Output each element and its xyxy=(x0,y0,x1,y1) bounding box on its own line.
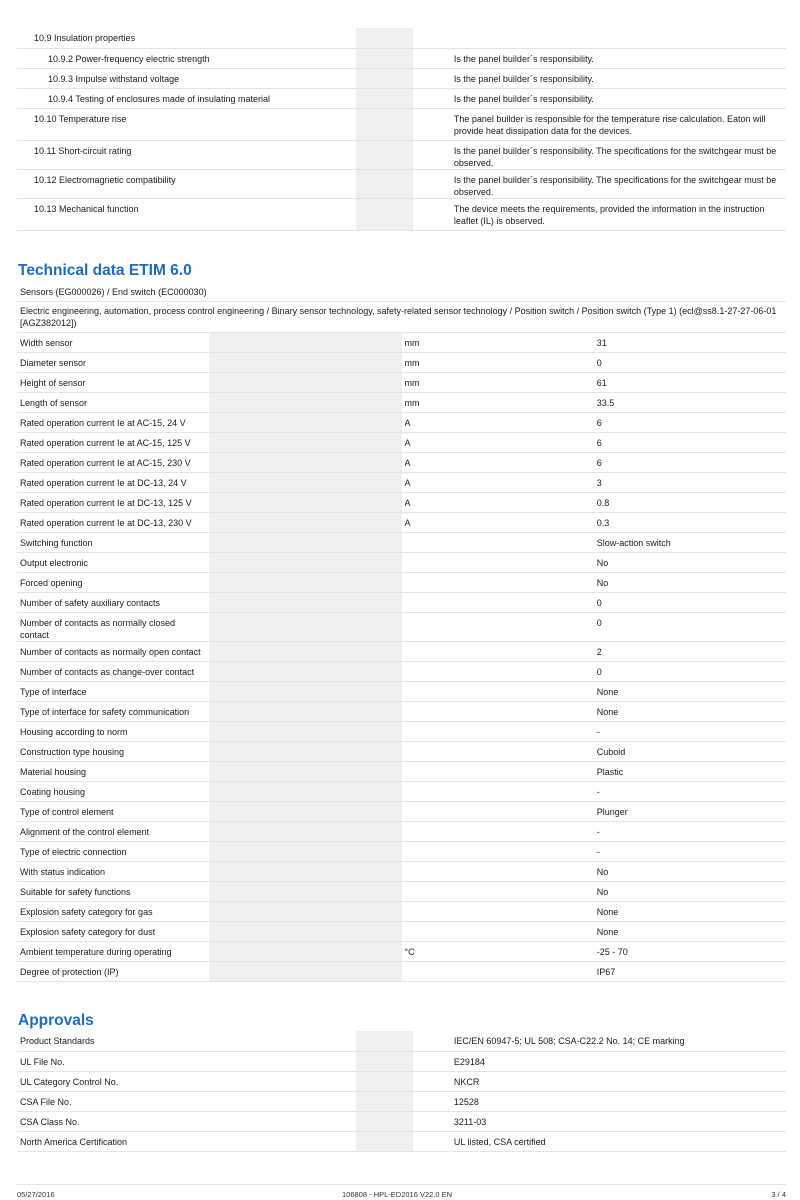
row-label: Rated operation current Ie at DC-13, 230 V xyxy=(17,513,209,533)
row-value: 2 xyxy=(594,642,786,662)
row-label: Length of sensor xyxy=(17,393,209,413)
row-value: - xyxy=(594,722,786,742)
table-row xyxy=(17,862,786,882)
row-label: Type of electric connection xyxy=(17,842,209,862)
row-spacer xyxy=(209,902,401,922)
row-unit xyxy=(413,198,450,230)
row-spacer xyxy=(356,1031,413,1051)
row-unit xyxy=(413,140,450,169)
table-row xyxy=(17,169,786,198)
row-unit: mm xyxy=(402,353,594,373)
row-label: Product Standards xyxy=(17,1031,356,1051)
row-unit: A xyxy=(402,413,594,433)
row-label: UL File No. xyxy=(17,1051,356,1071)
row-label: Number of contacts as normally closed contact xyxy=(17,613,209,642)
row-spacer xyxy=(209,782,401,802)
row-value: 6 xyxy=(594,413,786,433)
row-spacer xyxy=(209,533,401,553)
row-spacer xyxy=(209,413,401,433)
row-spacer xyxy=(209,882,401,902)
row-label: Rated operation current Ie at DC-13, 125 V xyxy=(17,493,209,513)
table-row xyxy=(17,1031,786,1051)
row-value: - xyxy=(594,782,786,802)
row-spacer xyxy=(356,1071,413,1091)
row-value: No xyxy=(594,553,786,573)
row-unit xyxy=(402,702,594,722)
row-value: Is the panel builder´s responsibility. The specifications for the switchgear must be observed. xyxy=(451,140,786,169)
row-unit xyxy=(402,862,594,882)
table-row xyxy=(17,198,786,230)
table-row xyxy=(17,702,786,722)
row-unit: A xyxy=(402,513,594,533)
row-spacer xyxy=(209,642,401,662)
row-unit xyxy=(402,922,594,942)
row-value: No xyxy=(594,862,786,882)
table-row xyxy=(17,353,786,373)
row-unit xyxy=(413,1051,450,1071)
table-row xyxy=(17,333,786,353)
table-row xyxy=(17,48,786,68)
table-row xyxy=(17,642,786,662)
row-label: 10.10 Temperature rise xyxy=(17,108,356,140)
row-label: Rated operation current Ie at AC-15, 230 V xyxy=(17,453,209,473)
row-label: Number of contacts as change-over contact xyxy=(17,662,209,682)
table-row xyxy=(17,902,786,922)
row-value: 6 xyxy=(594,433,786,453)
table-row xyxy=(17,453,786,473)
row-value: 3211-03 xyxy=(451,1111,786,1131)
row-unit xyxy=(402,902,594,922)
table-row xyxy=(17,942,786,962)
table-row xyxy=(17,68,786,88)
row-value: 0 xyxy=(594,593,786,613)
row-value: The device meets the requirements, provided the information in the instruction leaflet (IL) is observed. xyxy=(451,198,786,230)
row-spacer xyxy=(209,453,401,473)
row-unit xyxy=(413,1131,450,1151)
row-unit xyxy=(402,682,594,702)
row-label: 10.12 Electromagnetic compatibility xyxy=(17,169,356,198)
row-value: - xyxy=(594,822,786,842)
row-value: 3 xyxy=(594,473,786,493)
row-label: Alignment of the control element xyxy=(17,822,209,842)
row-spacer xyxy=(356,1131,413,1151)
row-spacer xyxy=(209,513,401,533)
row-unit xyxy=(402,593,594,613)
row-unit xyxy=(413,48,450,68)
row-unit xyxy=(413,88,450,108)
row-unit xyxy=(402,742,594,762)
table-row xyxy=(17,28,786,48)
row-value: 0 xyxy=(594,353,786,373)
row-spacer xyxy=(209,742,401,762)
table-row xyxy=(17,553,786,573)
row-unit xyxy=(402,722,594,742)
row-unit xyxy=(413,1111,450,1131)
row-label: Width sensor xyxy=(17,333,209,353)
etim-class-text: Sensors (EG000026) / End switch (EC000030) xyxy=(17,283,786,302)
row-value: Is the panel builder´s responsibility. The specifications for the switchgear must be observed. xyxy=(451,169,786,198)
table-row xyxy=(17,782,786,802)
row-label: CSA Class No. xyxy=(17,1111,356,1131)
row-label: North America Certification xyxy=(17,1131,356,1151)
row-label: Degree of protection (IP) xyxy=(17,962,209,982)
row-unit: mm xyxy=(402,393,594,413)
etim-path-row xyxy=(17,302,786,333)
row-label: 10.13 Mechanical function xyxy=(17,198,356,230)
row-value: No xyxy=(594,882,786,902)
row-spacer xyxy=(356,88,413,108)
row-label: CSA File No. xyxy=(17,1091,356,1111)
row-unit: mm xyxy=(402,333,594,353)
row-spacer xyxy=(209,662,401,682)
row-value: 0.3 xyxy=(594,513,786,533)
row-label: 10.9.2 Power-frequency electric strength xyxy=(17,48,356,68)
table-row xyxy=(17,533,786,553)
row-label: Coating housing xyxy=(17,782,209,802)
row-spacer xyxy=(209,613,401,642)
row-value: 33.5 xyxy=(594,393,786,413)
row-spacer xyxy=(356,1051,413,1071)
row-spacer xyxy=(356,1091,413,1111)
row-spacer xyxy=(209,593,401,613)
row-value: 31 xyxy=(594,333,786,353)
row-label: Type of interface for safety communication xyxy=(17,702,209,722)
row-spacer xyxy=(209,493,401,513)
row-spacer xyxy=(209,353,401,373)
row-unit xyxy=(413,1031,450,1051)
row-value: NKCR xyxy=(451,1071,786,1091)
table-row xyxy=(17,513,786,533)
table-row xyxy=(17,1131,786,1151)
row-value: None xyxy=(594,682,786,702)
row-label: 10.9.3 Impulse withstand voltage xyxy=(17,68,356,88)
row-label: Suitable for safety functions xyxy=(17,882,209,902)
approvals-table xyxy=(17,1031,786,1152)
row-value: 61 xyxy=(594,373,786,393)
row-spacer xyxy=(209,553,401,573)
row-unit xyxy=(402,802,594,822)
row-value: IEC/EN 60947-5; UL 508; CSA-C22.2 No. 14; CE marking xyxy=(451,1031,786,1051)
verification-table xyxy=(17,28,786,231)
row-label: Housing according to norm xyxy=(17,722,209,742)
row-unit xyxy=(402,642,594,662)
row-value: 0 xyxy=(594,613,786,642)
row-value: None xyxy=(594,902,786,922)
row-value: The panel builder is responsible for the temperature rise calculation. Eaton will provide heat dissipation data for the devices. xyxy=(451,108,786,140)
row-label: Rated operation current Ie at DC-13, 24 V xyxy=(17,473,209,493)
row-label: Rated operation current Ie at AC-15, 125 V xyxy=(17,433,209,453)
row-value: Plunger xyxy=(594,802,786,822)
row-unit xyxy=(413,108,450,140)
row-unit: A xyxy=(402,473,594,493)
row-spacer xyxy=(209,682,401,702)
row-spacer xyxy=(209,573,401,593)
table-row xyxy=(17,1091,786,1111)
row-spacer xyxy=(209,842,401,862)
row-label: With status indication xyxy=(17,862,209,882)
table-row xyxy=(17,108,786,140)
row-spacer xyxy=(209,433,401,453)
table-row xyxy=(17,682,786,702)
table-row xyxy=(17,573,786,593)
table-row xyxy=(17,593,786,613)
row-label: Forced opening xyxy=(17,573,209,593)
row-label: Construction type housing xyxy=(17,742,209,762)
row-unit: A xyxy=(402,453,594,473)
row-spacer xyxy=(209,373,401,393)
row-label: 10.9 Insulation properties xyxy=(17,28,356,48)
row-unit xyxy=(413,1091,450,1111)
table-row xyxy=(17,88,786,108)
row-unit xyxy=(413,1071,450,1091)
row-spacer xyxy=(356,48,413,68)
row-spacer xyxy=(209,722,401,742)
row-spacer xyxy=(209,762,401,782)
row-unit xyxy=(413,169,450,198)
row-spacer xyxy=(209,862,401,882)
row-unit xyxy=(402,762,594,782)
row-spacer xyxy=(209,702,401,722)
row-unit: mm xyxy=(402,373,594,393)
row-label: Explosion safety category for dust xyxy=(17,922,209,942)
row-spacer xyxy=(209,802,401,822)
table-row xyxy=(17,473,786,493)
table-row xyxy=(17,373,786,393)
row-unit xyxy=(402,533,594,553)
row-unit: °C xyxy=(402,942,594,962)
row-label: 10.11 Short-circuit rating xyxy=(17,140,356,169)
footer-page-number: 3 / 4 xyxy=(771,1190,786,1199)
table-row xyxy=(17,822,786,842)
row-spacer xyxy=(209,962,401,982)
row-value: None xyxy=(594,702,786,722)
row-value: Is the panel builder´s responsibility. xyxy=(451,48,786,68)
row-value: Cuboid xyxy=(594,742,786,762)
row-label: Switching function xyxy=(17,533,209,553)
table-row xyxy=(17,882,786,902)
row-spacer xyxy=(356,68,413,88)
row-label: Rated operation current Ie at AC-15, 24 V xyxy=(17,413,209,433)
row-spacer xyxy=(209,942,401,962)
row-label: UL Category Control No. xyxy=(17,1071,356,1091)
row-unit xyxy=(402,782,594,802)
footer-date: 05/27/2016 xyxy=(17,1190,55,1199)
table-row xyxy=(17,433,786,453)
row-value: 12528 xyxy=(451,1091,786,1111)
table-row xyxy=(17,1051,786,1071)
row-label: Diameter sensor xyxy=(17,353,209,373)
row-unit: A xyxy=(402,433,594,453)
row-spacer xyxy=(356,169,413,198)
table-row xyxy=(17,722,786,742)
row-value: No xyxy=(594,573,786,593)
table-row xyxy=(17,140,786,169)
row-value: -25 - 70 xyxy=(594,942,786,962)
row-value: 0.8 xyxy=(594,493,786,513)
row-value: - xyxy=(594,842,786,862)
row-spacer xyxy=(356,198,413,230)
table-row xyxy=(17,613,786,642)
table-row xyxy=(17,762,786,782)
etim-class-row xyxy=(17,283,786,302)
row-value: IP67 xyxy=(594,962,786,982)
etim-path-text: Electric engineering, automation, process control engineering / Binary sensor technology, safety-related sensor technology / Position switch / Position switch (Type 1) (ecl@ss8.1-27-27-06-01 [AGZ382012]) xyxy=(17,302,786,333)
row-value: 6 xyxy=(594,453,786,473)
row-spacer xyxy=(209,473,401,493)
row-value: E29184 xyxy=(451,1051,786,1071)
row-unit xyxy=(413,28,450,48)
row-spacer xyxy=(209,922,401,942)
table-row xyxy=(17,742,786,762)
row-label: Type of control element xyxy=(17,802,209,822)
row-spacer xyxy=(209,822,401,842)
table-row xyxy=(17,662,786,682)
row-unit xyxy=(413,68,450,88)
row-unit xyxy=(402,553,594,573)
row-value: Plastic xyxy=(594,762,786,782)
row-unit xyxy=(402,842,594,862)
row-label: Type of interface xyxy=(17,682,209,702)
row-label: 10.9.4 Testing of enclosures made of insulating material xyxy=(17,88,356,108)
row-unit xyxy=(402,822,594,842)
row-spacer xyxy=(356,108,413,140)
row-value: Slow-action switch xyxy=(594,533,786,553)
row-unit xyxy=(402,962,594,982)
row-unit xyxy=(402,882,594,902)
row-value: 0 xyxy=(594,662,786,682)
footer-divider xyxy=(17,1184,786,1185)
row-label: Height of sensor xyxy=(17,373,209,393)
row-unit xyxy=(402,573,594,593)
row-unit xyxy=(402,613,594,642)
row-spacer xyxy=(209,393,401,413)
etim-section-title: Technical data ETIM 6.0 xyxy=(18,262,192,279)
row-label: Explosion safety category for gas xyxy=(17,902,209,922)
row-label: Number of contacts as normally open contact xyxy=(17,642,209,662)
row-spacer xyxy=(356,28,413,48)
row-unit: A xyxy=(402,493,594,513)
table-row xyxy=(17,1111,786,1131)
row-spacer xyxy=(356,1111,413,1131)
row-label: Number of safety auxiliary contacts xyxy=(17,593,209,613)
row-value: Is the panel builder´s responsibility. xyxy=(451,68,786,88)
row-label: Output electronic xyxy=(17,553,209,573)
table-row xyxy=(17,802,786,822)
row-value: UL listed, CSA certified xyxy=(451,1131,786,1151)
etim-table xyxy=(17,283,786,982)
footer-document-id: 106808 - HPL-ED2016 V22.0 EN xyxy=(342,1190,453,1199)
table-row xyxy=(17,922,786,942)
table-row xyxy=(17,962,786,982)
row-label: Ambient temperature during operating xyxy=(17,942,209,962)
row-spacer xyxy=(209,333,401,353)
row-label: Material housing xyxy=(17,762,209,782)
row-value: None xyxy=(594,922,786,942)
row-spacer xyxy=(356,140,413,169)
table-row xyxy=(17,1071,786,1091)
row-value: Is the panel builder´s responsibility. xyxy=(451,88,786,108)
table-row xyxy=(17,413,786,433)
table-row xyxy=(17,842,786,862)
row-value xyxy=(451,28,786,48)
table-row xyxy=(17,493,786,513)
table-row xyxy=(17,393,786,413)
row-unit xyxy=(402,662,594,682)
approvals-section-title: Approvals xyxy=(18,1012,94,1029)
